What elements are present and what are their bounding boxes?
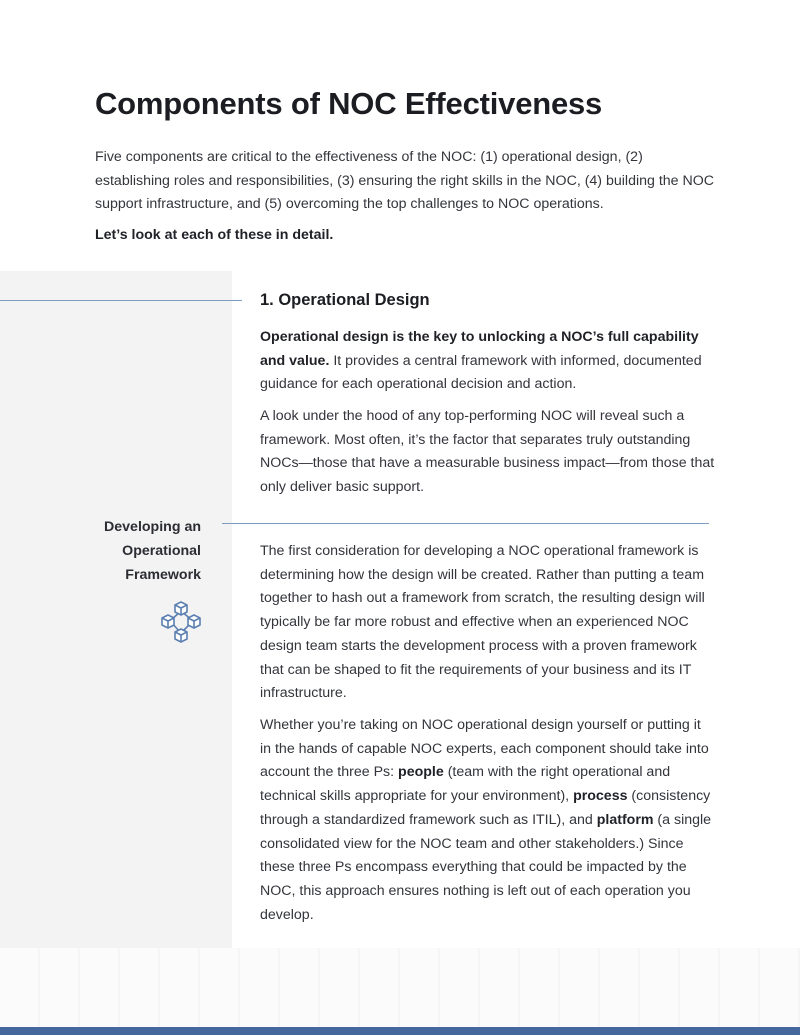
- sidebar-heading: Developing an Operational Framework: [104, 519, 201, 583]
- keyword-people: people: [398, 764, 444, 781]
- body-paragraph-3: The first consideration for developing a NOC operational framework is determining how the design will be created. Rather than putting a team together to hash out a framework from scratch, the resulting design will typically be far more robust and effective when an experienced NOC design team starts the development process with a proven framework that can be shaped to fit the requirements of your business and its IT infrastructure.: [260, 543, 705, 702]
- section-divider-middle: [222, 523, 709, 524]
- body-paragraph-4: [260, 714, 715, 927]
- section-divider-top: [0, 300, 242, 301]
- paragraph-4-part-c: (consistency through a standardized framework such as ITIL), and: [260, 788, 711, 828]
- body-paragraph-1: [260, 326, 715, 397]
- paragraph-4-part-b: (team with the right operational and technical skills appropriate for your environment),: [260, 764, 671, 805]
- footer-texture: [0, 948, 800, 1027]
- bottom-accent-bar: [0, 1027, 800, 1035]
- keyword-process: process: [573, 788, 628, 805]
- keyword-platform: platform: [596, 811, 654, 828]
- intro-paragraph: Five components are critical to the effectiveness of the NOC: (1) operational design, (2) establishing roles and responsibilities, (3) ensuring the right skills in the NOC, (4) building the NOC support infrastructure, and (5) overcoming the top challenges to NOC operations.: [95, 149, 715, 212]
- lead-in-text: Let’s look at each of these in detail.: [95, 227, 334, 243]
- connected-cubes-icon: [158, 599, 204, 645]
- page-title: Components of NOC Effectiveness: [95, 86, 603, 121]
- paragraph-1-bold: Operational design is the key to unlocking a NOC’s full capability and value.: [260, 329, 699, 369]
- paragraph-4-part-d: (a single consolidated view for the NOC team and other stakeholders.) Since these three Ps encompass everything that could be impacted by the NOC, this approach ensures nothing is left out of each operation you develop.: [260, 811, 712, 923]
- paragraph-1-rest: It provides a central framework with informed, documented guidance for each operational decision and action.: [260, 352, 702, 393]
- body-paragraph-2: A look under the hood of any top-performing NOC will reveal such a framework. Most often, it’s the factor that separates truly outstanding NOCs—those that have a measurable business impact—from those that only deliver basic support.: [260, 408, 715, 496]
- paragraph-4-part-a: Whether you’re taking on NOC operational design yourself or putting it in the hands of capable NOC experts, each component should take into account the three Ps:: [260, 717, 709, 781]
- section-heading: 1. Operational Design: [260, 291, 430, 309]
